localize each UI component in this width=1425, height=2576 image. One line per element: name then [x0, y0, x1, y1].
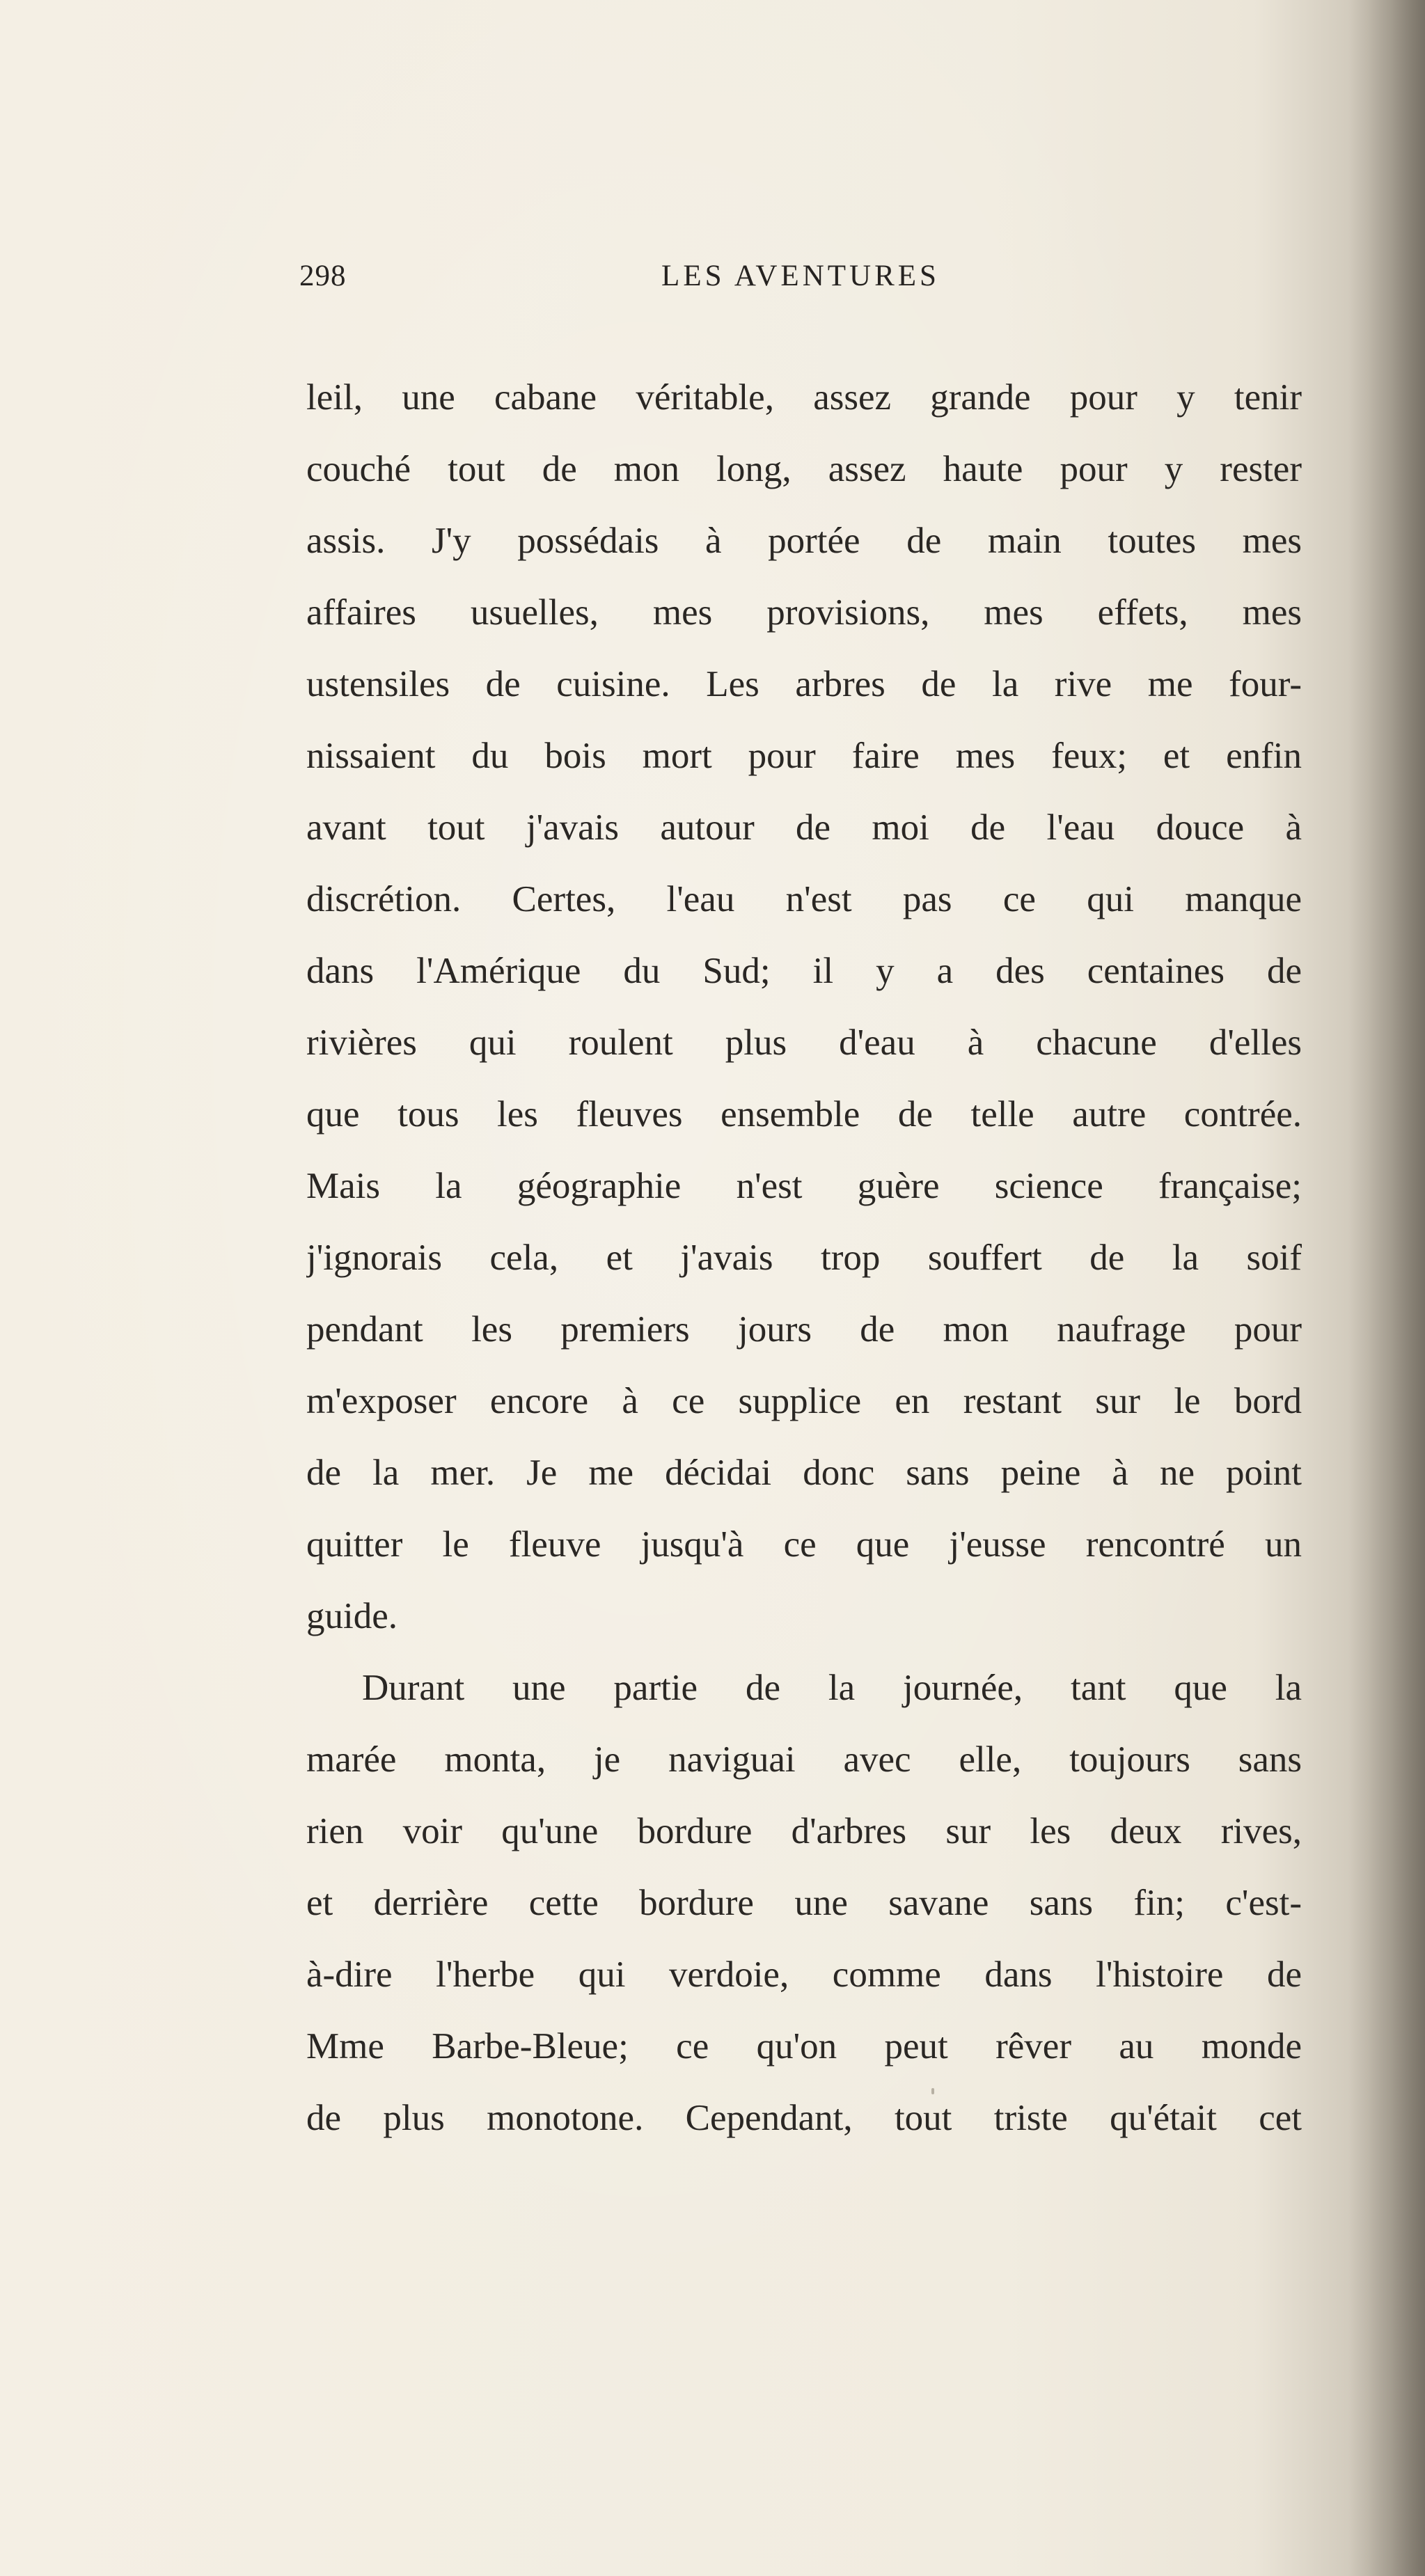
text-line: avant tout j'avais autour de moi de l'eau douce à — [306, 807, 1302, 848]
text-line: leil, une cabane véritable, assez grande pour y tenir — [306, 377, 1302, 418]
text-line: assis. J'y possédais à portée de main toutes mes — [306, 521, 1302, 561]
page-number: 298 — [299, 260, 347, 292]
text-line: affaires usuelles, mes provisions, mes effets, mes — [306, 592, 1302, 633]
text-line: couché tout de mon long, assez haute pour y rester — [306, 449, 1302, 489]
body-text — [306, 362, 1302, 2154]
page-edge-shadow — [1348, 0, 1425, 2576]
text-line: dans l'Amérique du Sud; il y a des centaines de — [306, 951, 1302, 991]
text-line: que tous les fleuves ensemble de telle autre contrée. — [306, 1094, 1302, 1135]
text-line: quitter le fleuve jusqu'à ce que j'eusse rencontré un — [306, 1524, 1302, 1565]
paragraph-end-line: guide. — [306, 1596, 397, 1636]
running-head — [299, 259, 1302, 308]
running-title: LES AVENTURES — [661, 260, 940, 292]
text-line: Mais la géographie n'est guère science française; — [306, 1166, 1302, 1206]
text-line: marée monta, je naviguai avec elle, toujours sans — [306, 1739, 1302, 1780]
text-line: nissaient du bois mort pour faire mes feux; et enfin — [306, 736, 1302, 776]
text-line: à-dire l'herbe qui verdoie, comme dans l'histoire de — [306, 1954, 1302, 1995]
text-line: j'ignorais cela, et j'avais trop souffert de la soif — [306, 1238, 1302, 1278]
text-line: de plus monotone. Cependant, tout triste qu'était cet — [306, 2098, 1302, 2138]
text-line: Mme Barbe-Bleue; ce qu'on peut rêver au monde — [306, 2026, 1302, 2067]
text-line: pendant les premiers jours de mon naufrage pour — [306, 1309, 1302, 1350]
text-line: rivières qui roulent plus d'eau à chacune d'elles — [306, 1022, 1302, 1063]
text-line: rien voir qu'une bordure d'arbres sur les deux rives, — [306, 1811, 1302, 1851]
text-line: discrétion. Certes, l'eau n'est pas ce qui manque — [306, 879, 1302, 919]
text-line: de la mer. Je me décidai donc sans peine à ne point — [306, 1453, 1302, 1493]
text-line: m'exposer encore à ce supplice en restant sur le bord — [306, 1381, 1302, 1421]
paragraph-start-line: Durant une partie de la journée, tant que la — [362, 1668, 1302, 1708]
text-line: ustensiles de cuisine. Les arbres de la rive me four- — [306, 664, 1302, 704]
paper-speck — [931, 2088, 934, 2094]
text-line: et derrière cette bordure une savane sans fin; c'est- — [306, 1883, 1302, 1923]
